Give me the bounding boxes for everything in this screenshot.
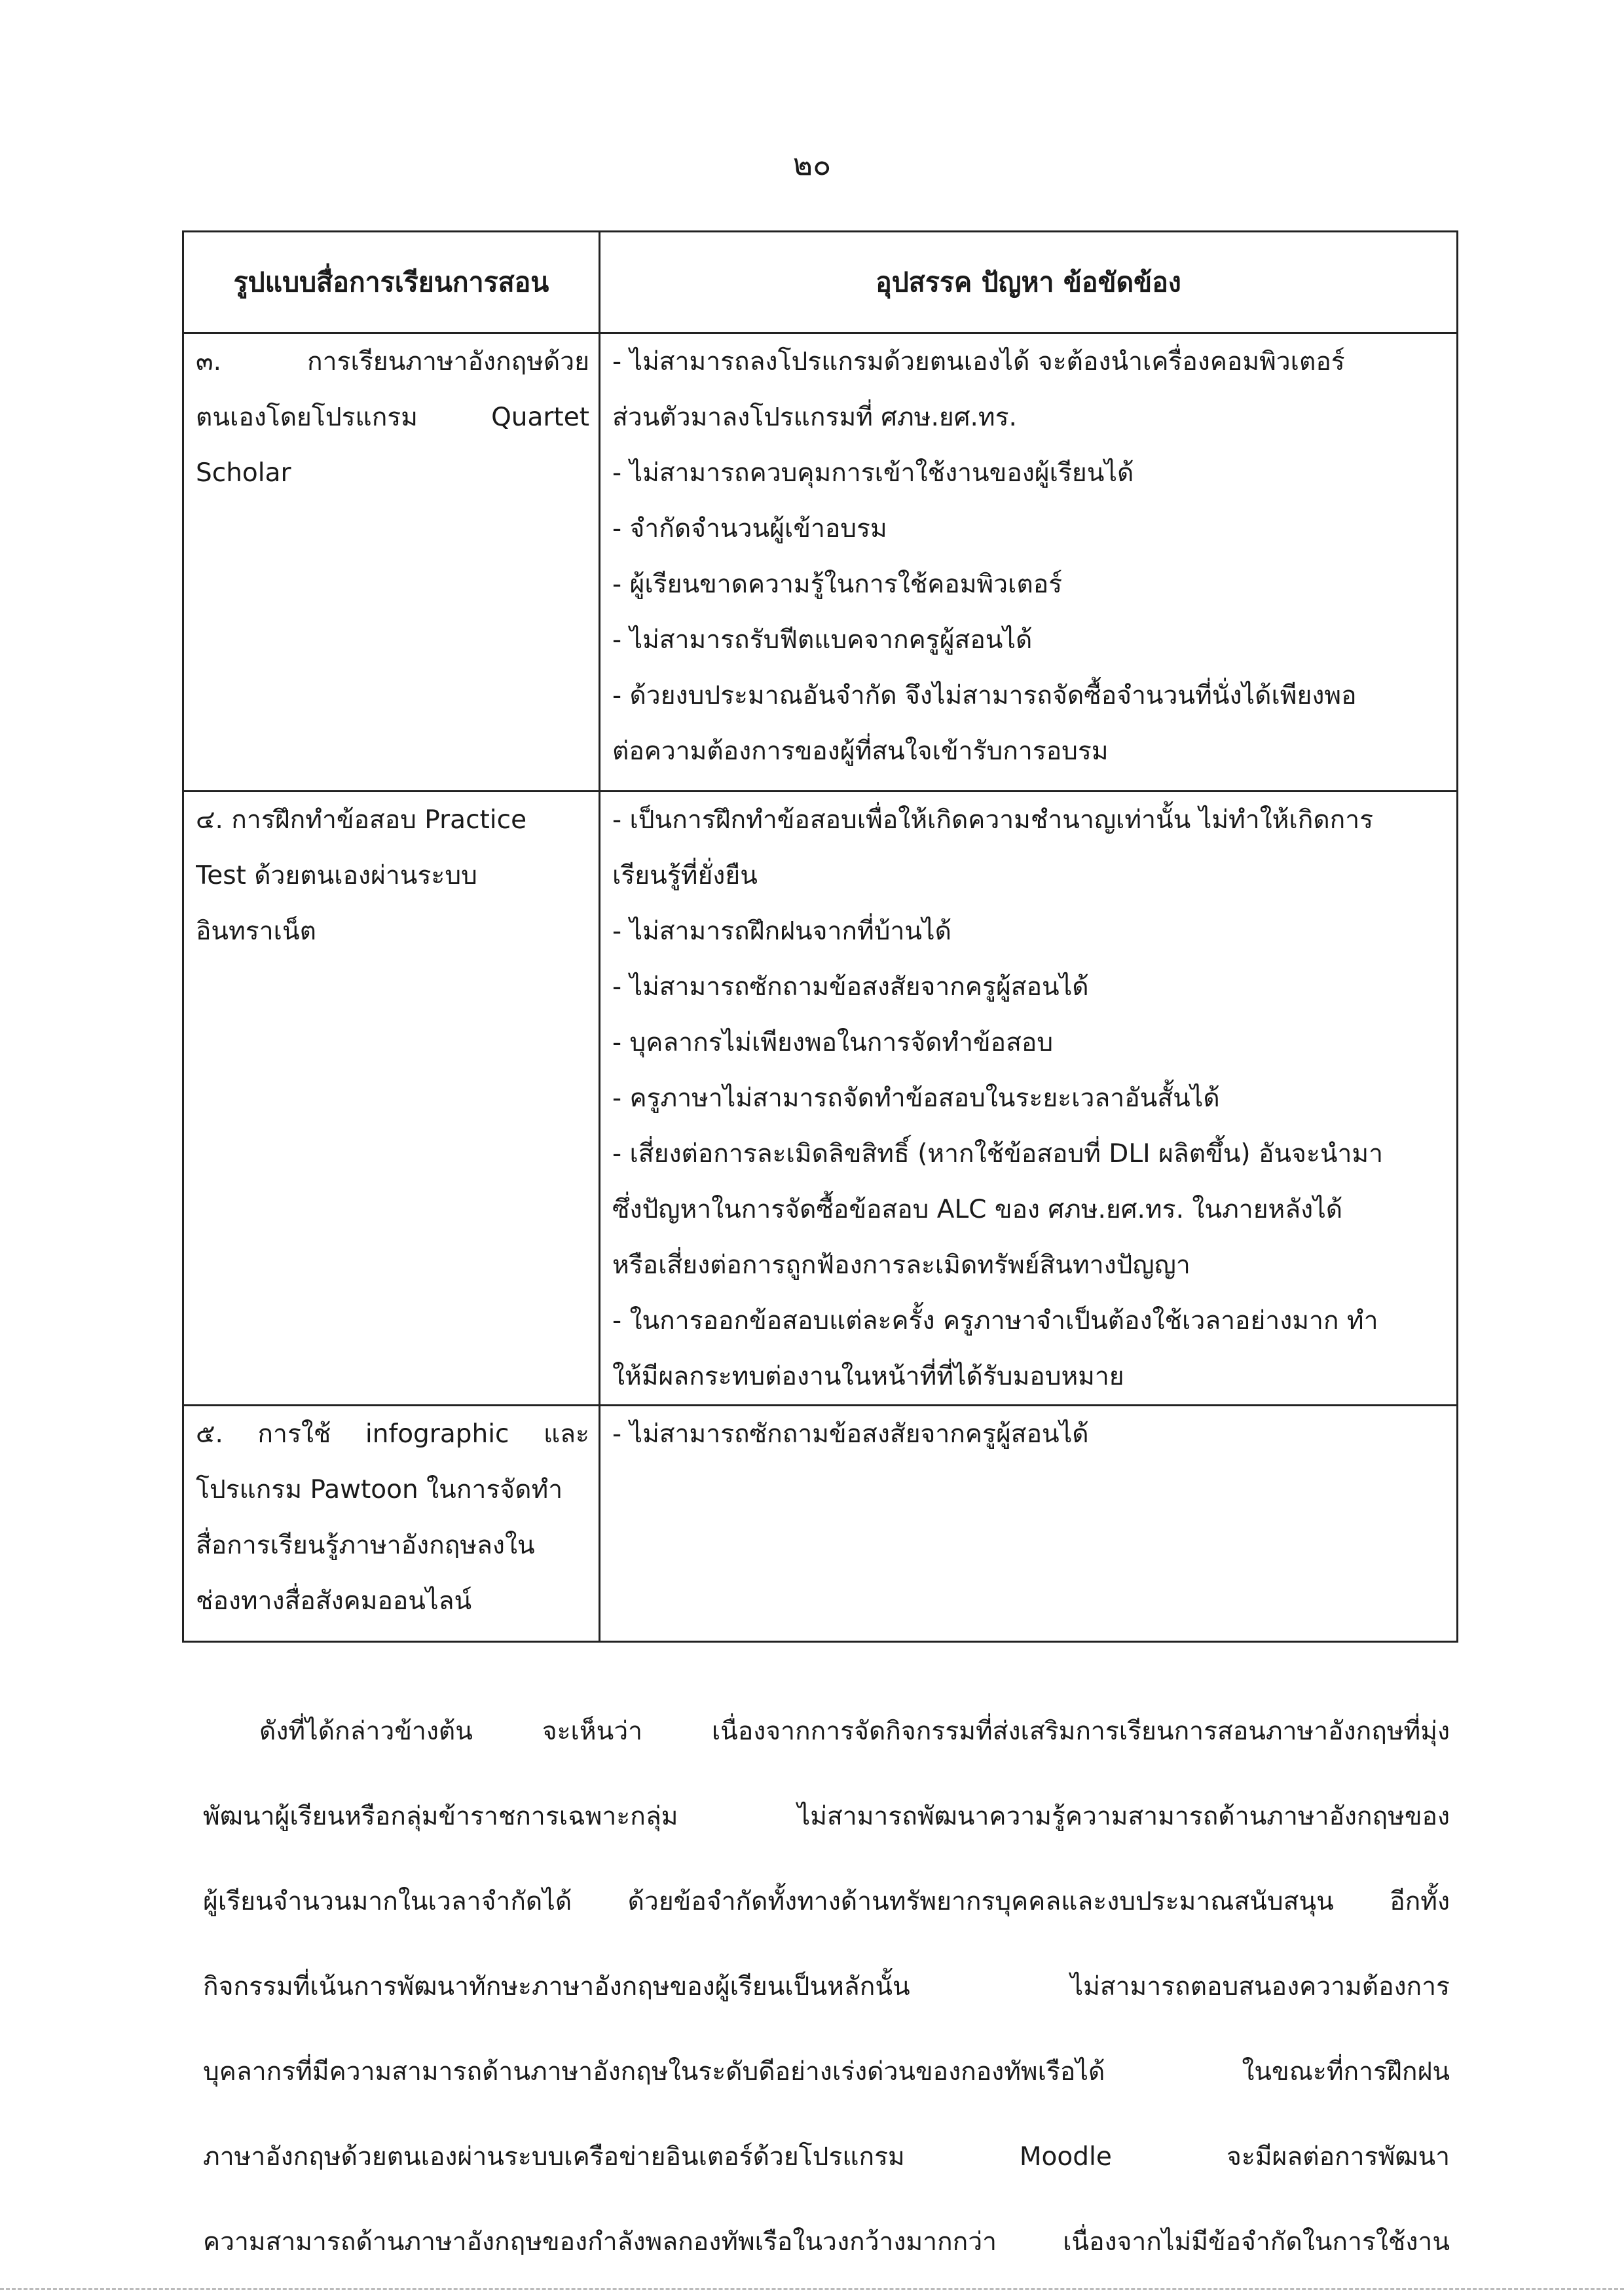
media-line: Test ด้วยตนเองผ่านระบบ (196, 861, 477, 890)
header-obstacles: อุปสรรค ปัญหา ข้อขัดข้อง (600, 232, 1458, 333)
table-header-row (183, 232, 1458, 333)
obstacles-table (182, 230, 1458, 1643)
paragraph-line: บุคลากรที่มีความสามารถด้านภาษาอังกฤษในระดับดีอย่างเร่งด่วนของกองทัพเรือได้ ในขณะที่การฝึกฝน (203, 2057, 1450, 2086)
media-line: ตนเองโดยโปรแกรม Quartet (196, 403, 589, 432)
issue-line: - ไม่สามารถลงโปรแกรมด้วยตนเองได้ จะต้องนำเครื่องคอมพิวเตอร์ (612, 347, 1345, 376)
issues-cell (600, 1406, 1458, 1642)
issue-line: ต่อความต้องการของผู้ที่สนใจเข้ารับการอบรม (612, 737, 1109, 766)
media-line: โปรแกรม Pawtoon ในการจัดทำ (196, 1475, 563, 1504)
issue-line: เรียนรู้ที่ยั่งยืน (612, 861, 758, 890)
media-cell (183, 1406, 600, 1642)
paragraph-line: ความสามารถด้านภาษาอังกฤษของกำลังพลกองทัพเรือในวงกว้างมากกว่า เนื่องจากไม่มีข้อจำกัดในการใช้งาน (203, 2227, 1450, 2257)
issue-line: - ไม่สามารถควบคุมการเข้าใช้งานของผู้เรียนได้ (612, 458, 1134, 488)
issue-line: - ผู้เรียนขาดความรู้ในการใช้คอมพิวเตอร์ (612, 570, 1063, 599)
table-row (183, 333, 1458, 792)
media-cell (183, 792, 600, 1406)
media-line: ๕. การใช้ infographic และ (196, 1419, 589, 1449)
table-row (183, 792, 1458, 1406)
paragraph-line: ผู้เรียนจำนวนมากในเวลาจำกัดได้ ด้วยข้อจำกัดทั้งทางด้านทรัพยากรบุคคลและงบประมาณสนับสนุน อีกทั้ง (203, 1887, 1450, 1916)
scan-edge-divider (0, 2288, 1624, 2293)
issue-line: - ไม่สามารถซักถามข้อสงสัยจากครูผู้สอนได้ (612, 972, 1089, 1002)
issue-line: หรือเสี่ยงต่อการถูกฟ้องการละเมิดทรัพย์สินทางปัญญา (612, 1250, 1190, 1280)
media-line: อินทราเน็ต (196, 917, 316, 946)
paragraph-line: ภาษาอังกฤษด้วยตนเองผ่านระบบเครือข่ายอินเตอร์ด้วยโปรแกรม Moodle จะมีผลต่อการพัฒนา (203, 2142, 1450, 2172)
body-paragraph (203, 1689, 1450, 2285)
issue-line: - จำกัดจำนวนผู้เข้าอบรม (612, 514, 887, 543)
paragraph-line: พัฒนาผู้เรียนหรือกลุ่มข้าราชการเฉพาะกลุ่ม ไม่สามารถพัฒนาความรู้ความสามารถด้านภาษาอังกฤษของ (203, 1802, 1450, 1831)
table-row (183, 1406, 1458, 1642)
issue-line: - เสี่ยงต่อการละเมิดลิขสิทธิ์ (หากใช้ข้อสอบที่ DLI ผลิตขึ้น) อันจะนำมา (612, 1139, 1384, 1169)
media-line: สื่อการเรียนรู้ภาษาอังกฤษลงใน (196, 1531, 535, 1560)
media-cell (183, 333, 600, 792)
media-line: ๓. การเรียนภาษาอังกฤษด้วย (196, 347, 589, 376)
issue-line: - ในการออกข้อสอบแต่ละครั้ง ครูภาษาจำเป็นต้องใช้เวลาอย่างมาก ทำ (612, 1306, 1378, 1336)
issue-line: ส่วนตัวมาลงโปรแกรมที่ ศภษ.ยศ.ทร. (612, 403, 1017, 432)
header-media-format: รูปแบบสื่อการเรียนการสอน (183, 232, 600, 333)
issue-line: - เป็นการฝึกทำข้อสอบเพื่อให้เกิดความชำนาญเท่านั้น ไม่ทำให้เกิดการ (612, 805, 1374, 835)
issue-line: ซึ่งปัญหาในการจัดซื้อข้อสอบ ALC ของ ศภษ.ยศ.ทร. ในภายหลังได้ (612, 1195, 1343, 1224)
issue-line: - บุคลากรไม่เพียงพอในการจัดทำข้อสอบ (612, 1028, 1054, 1057)
issue-line: - ครูภาษาไม่สามารถจัดทำข้อสอบในระยะเวลาอันสั้นได้ (612, 1084, 1220, 1113)
media-line: ช่องทางสื่อสังคมออนไลน์ (196, 1586, 472, 1616)
issue-line: - ไม่สามารถรับฟีตแบคจากครูผู้สอนได้ (612, 625, 1033, 655)
issues-cell (600, 333, 1458, 792)
paragraph-line: ดังที่ได้กล่าวข้างต้น จะเห็นว่า เนื่องจากการจัดกิจกรรมที่ส่งเสริมการเรียนการสอนภาษาอังกฤษที่มุ่ง (259, 1717, 1450, 1746)
issues-cell (600, 792, 1458, 1406)
media-line: Scholar (196, 458, 291, 488)
issue-line: ให้มีผลกระทบต่องานในหน้าที่ที่ได้รับมอบหมาย (612, 1362, 1124, 1391)
media-line: ๔. การฝึกทำข้อสอบ Practice (196, 805, 527, 835)
issue-line: - ไม่สามารถซักถามข้อสงสัยจากครูผู้สอนได้ (612, 1419, 1089, 1449)
paragraph-line: กิจกรรมที่เน้นการพัฒนาทักษะภาษาอังกฤษของผู้เรียนเป็นหลักนั้น ไม่สามารถตอบสนองความต้องการ (203, 1972, 1450, 2001)
issue-line: - ด้วยงบประมาณอันจำกัด จึงไม่สามารถจัดซื้อจำนวนที่นั่งได้เพียงพอ (612, 681, 1357, 710)
page-number: ๒๐ (792, 147, 832, 182)
issue-line: - ไม่สามารถฝึกฝนจากที่บ้านได้ (612, 917, 951, 946)
